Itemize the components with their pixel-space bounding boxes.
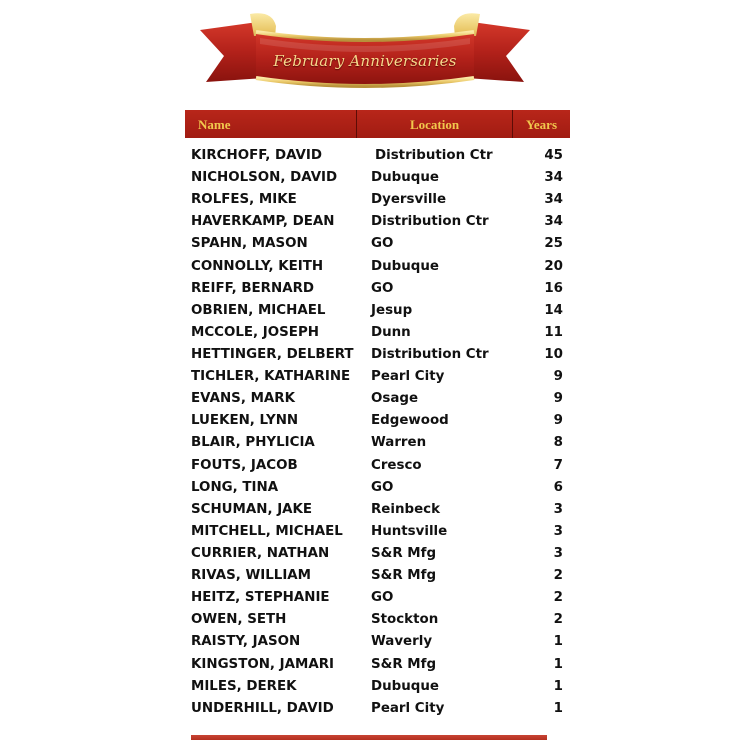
employee-years: 3 [553, 545, 563, 561]
employee-location: Dubuque [371, 258, 439, 274]
employee-location: S&R Mfg [371, 545, 437, 561]
employee-location: Dunn [371, 324, 411, 340]
table-row [191, 278, 567, 300]
banner-title: February Anniversaries [273, 52, 457, 70]
employee-name: NICHOLSON, DAVID [191, 170, 338, 186]
employee-years: 7 [553, 457, 563, 473]
employee-years: 34 [544, 170, 563, 186]
employee-years: 1 [553, 700, 563, 716]
table-header [185, 110, 570, 138]
table-row [191, 499, 567, 521]
table-row [191, 344, 567, 366]
table-row [191, 256, 567, 278]
employee-name: BLAIR, PHYLICIA [191, 435, 315, 451]
column-header-location: Location [357, 110, 513, 138]
employee-name: KINGSTON, JAMARI [191, 656, 335, 672]
employee-years: 8 [553, 435, 563, 451]
employee-years: 3 [553, 523, 563, 539]
employee-name: SPAHN, MASON [191, 236, 308, 252]
employee-location: Cresco [371, 457, 422, 473]
employee-name: RIVAS, WILLIAM [191, 568, 311, 584]
employee-location: Waverly [371, 634, 433, 650]
employee-location: Reinbeck [371, 501, 441, 517]
employee-name: MITCHELL, MICHAEL [191, 523, 343, 539]
employee-location: Edgewood [371, 413, 449, 429]
employee-name: SCHUMAN, JAKE [191, 501, 313, 517]
employee-location: S&R Mfg [371, 568, 437, 584]
employee-location: Huntsville [371, 523, 448, 539]
employee-name: CONNOLLY, KEITH [191, 258, 324, 274]
table-row [191, 609, 567, 631]
employee-name: REIFF, BERNARD [191, 280, 314, 296]
table-row [191, 300, 567, 322]
employee-location: Distribution Ctr [371, 346, 489, 362]
employee-name: TICHLER, KATHARINE [191, 369, 351, 385]
table-row [191, 477, 567, 499]
employee-name: HEITZ, STEPHANIE [191, 590, 330, 606]
employee-name: LONG, TINA [191, 479, 279, 495]
employee-name: EVANS, MARK [191, 391, 295, 407]
table-row [191, 455, 567, 477]
employee-years: 2 [553, 612, 563, 628]
table-row [191, 654, 567, 676]
employee-location: Distribution Ctr [371, 214, 489, 230]
employee-years: 1 [553, 656, 563, 672]
table-row [191, 698, 567, 720]
employee-name: MCCOLE, JOSEPH [191, 324, 319, 340]
employee-name: HAVERKAMP, DEAN [191, 214, 335, 230]
table-row [191, 410, 567, 432]
employee-location: Distribution Ctr [375, 148, 493, 163]
employee-years: 9 [553, 413, 563, 429]
employee-location: Pearl City [371, 369, 445, 385]
employee-name: FOUTS, JACOB [191, 457, 298, 473]
employee-years: 1 [553, 678, 563, 694]
table-row [191, 521, 567, 543]
employee-location: GO [371, 479, 394, 495]
employee-years: 10 [544, 346, 563, 362]
employee-years: 9 [553, 369, 563, 385]
employee-name: HETTINGER, DELBERT [191, 346, 354, 362]
employee-location: Dubuque [371, 678, 439, 694]
table-row [191, 587, 567, 609]
table-row [191, 388, 567, 410]
employee-years: 2 [553, 590, 563, 606]
employee-location: Osage [371, 391, 419, 407]
table-row [191, 145, 567, 167]
table-row [191, 233, 567, 255]
employee-location: Dubuque [371, 170, 439, 186]
table-row [191, 543, 567, 565]
employee-location: GO [371, 280, 394, 296]
table-row [191, 432, 567, 454]
column-header-years: Years [525, 117, 558, 132]
employee-years: 1 [553, 634, 563, 650]
table-row [191, 211, 567, 233]
employee-years: 16 [544, 280, 563, 296]
employee-years: 34 [544, 214, 563, 230]
employee-years: 2 [553, 568, 563, 584]
employee-location: Jesup [371, 302, 413, 318]
employee-location: GO [371, 236, 394, 252]
employee-name: LUEKEN, LYNN [191, 413, 299, 429]
table-row [191, 565, 567, 587]
employee-location: S&R Mfg [371, 656, 437, 672]
employee-name: KIRCHOFF, DAVID [191, 148, 323, 163]
employee-name: OBRIEN, MICHAEL [191, 302, 326, 318]
table-row [191, 631, 567, 653]
employee-years: 45 [544, 148, 563, 163]
table-row [191, 189, 567, 211]
employee-years: 9 [553, 391, 563, 407]
employee-location: Dyersville [371, 192, 447, 208]
employee-years: 11 [544, 324, 563, 340]
bottom-divider [191, 735, 547, 740]
employee-location: Warren [371, 435, 427, 451]
anniversary-list [191, 145, 567, 720]
employee-name: MILES, DEREK [191, 678, 297, 694]
table-row [191, 322, 567, 344]
employee-name: UNDERHILL, DAVID [191, 700, 334, 716]
employee-name: OWEN, SETH [191, 612, 287, 628]
table-row [191, 167, 567, 189]
employee-location: GO [371, 590, 394, 606]
table-row [191, 366, 567, 388]
employee-years: 6 [553, 479, 563, 495]
employee-location: Stockton [371, 612, 439, 628]
table-row [191, 676, 567, 698]
employee-years: 14 [544, 302, 563, 318]
employee-years: 3 [553, 501, 563, 517]
employee-location: Pearl City [371, 700, 445, 716]
column-header-name: Name [185, 110, 357, 138]
employee-years: 20 [544, 258, 563, 274]
employee-name: ROLFES, MIKE [191, 192, 297, 208]
employee-name: CURRIER, NATHAN [191, 545, 330, 561]
employee-name: RAISTY, JASON [191, 634, 301, 650]
employee-years: 34 [544, 192, 563, 208]
employee-years: 25 [544, 236, 563, 252]
